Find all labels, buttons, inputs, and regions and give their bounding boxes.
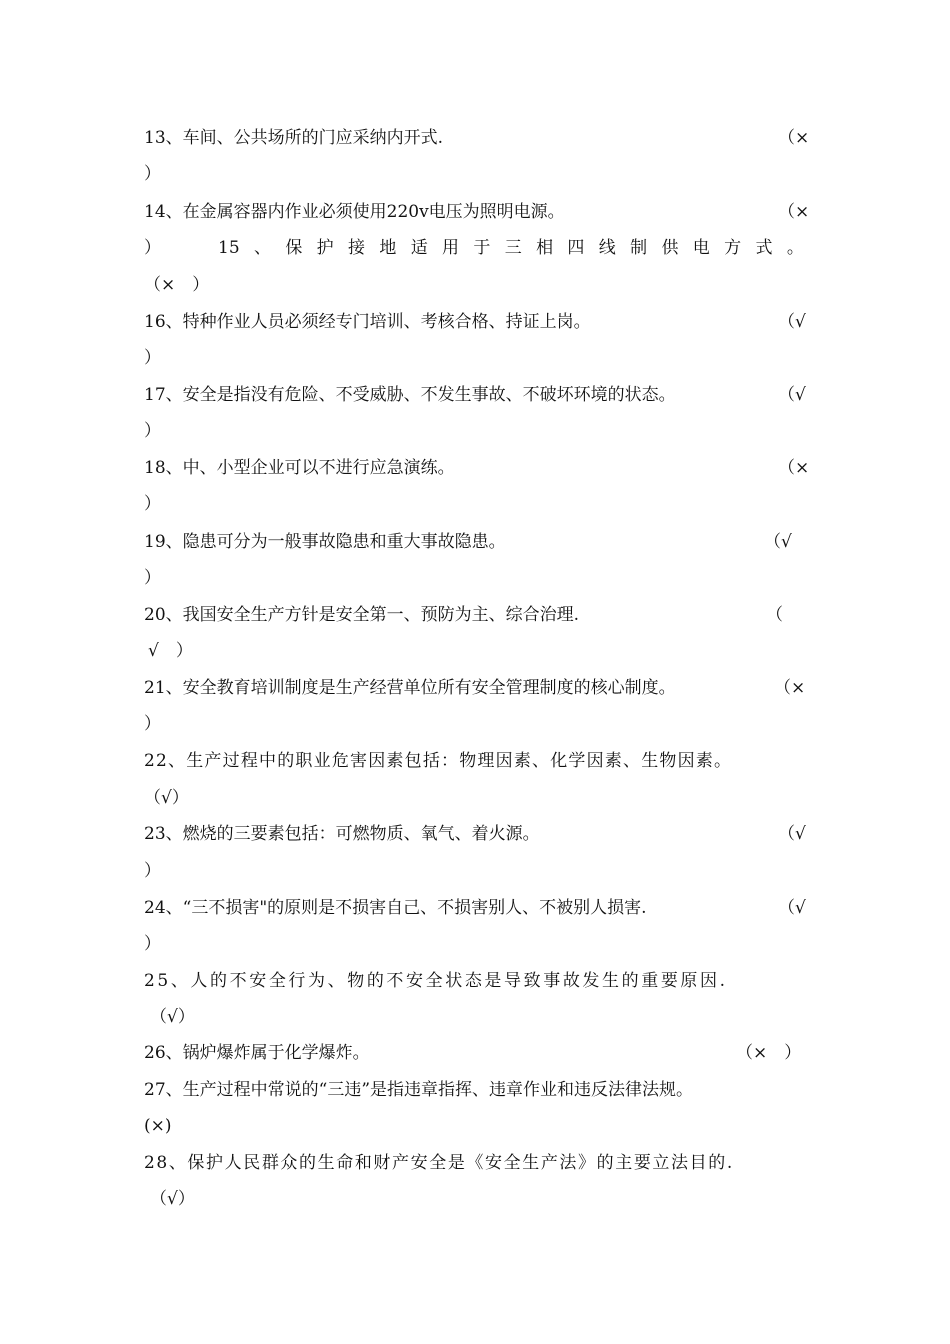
question-15-char: 地 (379, 238, 397, 258)
answer-mark-13: （× (778, 128, 810, 148)
question-15-char: 四 (567, 238, 585, 258)
answer-mark-17-close: ） (144, 421, 161, 441)
question-26: 26、锅炉爆炸属于化学爆炸。 (144, 1043, 370, 1063)
question-15-char: 护 (316, 238, 334, 258)
answer-mark-27: (×) (144, 1116, 172, 1136)
question-15-char: 三 (504, 238, 522, 258)
question-17: 17、安全是指没有危险、不受威胁、不发生事故、不破坏环境的状态。 (144, 385, 676, 405)
question-15-char: 于 (473, 238, 491, 258)
answer-mark-24: （√ (778, 898, 806, 918)
question-15-char: 相 (536, 238, 554, 258)
question-15-char: 电 (692, 238, 710, 258)
question-15-char: 保 (285, 238, 303, 258)
answer-mark-25: （√） (150, 1007, 195, 1027)
answer-mark-26: （× ） (736, 1043, 802, 1063)
question-15-char: 接 (348, 238, 366, 258)
question-15-char: 线 (598, 238, 616, 258)
answer-mark-18: （× (778, 458, 810, 478)
answer-mark-15: （× ） (144, 275, 210, 295)
question-23: 23、燃烧的三要素包括：可燃物质、氧气、着火源。 (144, 824, 540, 844)
answer-mark-23: （√ (778, 824, 806, 844)
question-24: 24、“三不损害"的原则是不损害自己、不损害别人、不被别人损害. (144, 898, 647, 918)
answer-mark-24-close: ） (144, 934, 161, 954)
question-21: 21、安全教育培训制度是生产经营单位所有安全管理制度的核心制度。 (144, 678, 676, 698)
answer-mark-18-close: ） (144, 494, 161, 514)
question-27: 27、生产过程中常说的“三违”是指违章指挥、违章作业和违反法律法规。 (144, 1080, 694, 1100)
question-15-char: 式 (755, 238, 773, 258)
question-15-char: 适 (410, 238, 428, 258)
answer-mark-19-close: ） (144, 568, 161, 588)
question-15-char: 制 (630, 238, 648, 258)
question-15-char: 15 (218, 238, 240, 258)
answer-mark-19: （√ (764, 532, 792, 552)
question-15-char: 方 (724, 238, 742, 258)
question-16: 16、特种作业人员必须经专门培训、考核合格、持证上岗。 (144, 312, 591, 332)
answer-mark-14-close: ） (144, 238, 161, 258)
answer-mark-23-close: ） (144, 861, 161, 881)
answer-mark-16-close: ） (144, 348, 161, 368)
question-13: 13、车间、公共场所的门应采纳内开式. (144, 128, 444, 148)
answer-mark-13-close: ） (144, 164, 161, 184)
question-15-char: 、 (253, 238, 271, 258)
question-19: 19、隐患可分为一般事故隐患和重大事故隐患。 (144, 532, 506, 552)
question-15-char: 。 (786, 238, 804, 258)
answer-mark-14: （× (778, 202, 810, 222)
question-22: 22、生产过程中的职业危害因素包括：物理因素、化学因素、生物因素。 (144, 751, 733, 771)
question-15-char: 用 (442, 238, 460, 258)
answer-mark-20-close: √ ） (148, 641, 193, 661)
answer-mark-28: （√） (150, 1189, 195, 1209)
answer-mark-22: （√） (144, 788, 189, 808)
answer-mark-21-close: ） (144, 714, 161, 734)
question-14: 14、在金属容器内作业必须使用220v电压为照明电源。 (144, 202, 565, 222)
answer-mark-21: （× (774, 678, 806, 698)
question-28: 28、保护人民群众的生命和财产安全是《安全生产法》的主要立法目的. (144, 1153, 734, 1173)
question-18: 18、中、小型企业可以不进行应急演练。 (144, 458, 455, 478)
answer-mark-20: （ (766, 605, 783, 625)
answer-mark-16: （√ (778, 312, 806, 332)
answer-mark-17: （√ (778, 385, 806, 405)
question-15-char: 供 (661, 238, 679, 258)
question-25: 25、人的不安全行为、物的不安全状态是导致事故发生的重要原因. (144, 971, 728, 991)
question-15 (218, 237, 804, 259)
question-20: 20、我国安全生产方针是安全第一、预防为主、综合治理. (144, 605, 580, 625)
